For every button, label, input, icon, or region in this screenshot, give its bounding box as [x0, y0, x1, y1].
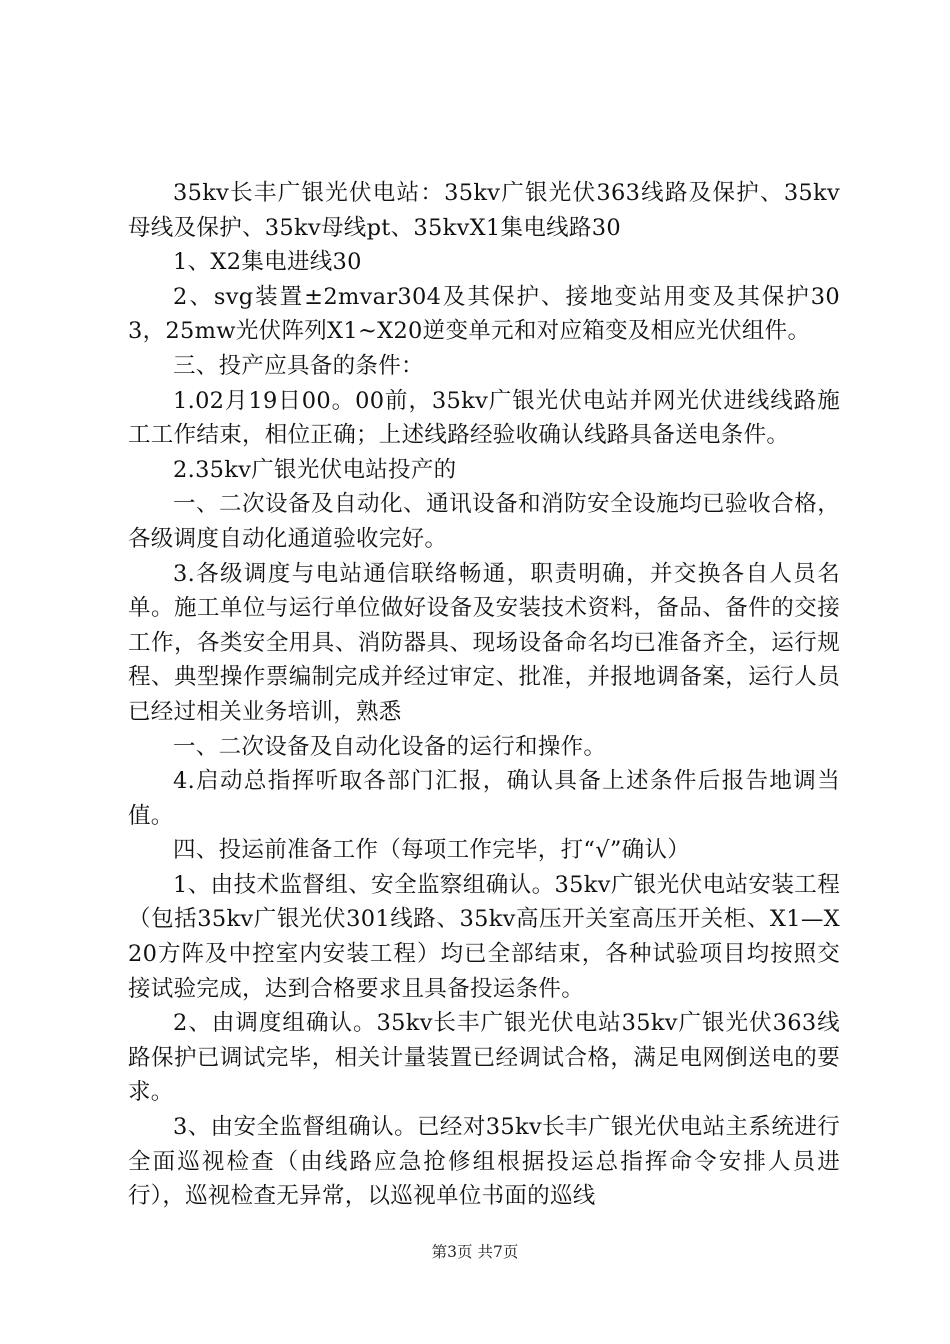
document-body	[128, 176, 840, 1214]
paragraph-preparation-1: 1、由技术监督组、安全监察组确认。35kv广银光伏电站安装工程（包括35kv广银光伏301线路、35kv高压开关室高压开关柜、X1—X20方阵及中控室内安装工程）均已全部结束，各种试验项目均按照交接试验完成，达到合格要求且具备投运条件。	[128, 871, 840, 1002]
paragraph-condition-1: 1.02月19日00。00前，35kv广银光伏电站并网光伏进线线路施工工作结束，相位正确；上述线路经验收确认线路具备送电条件。	[128, 387, 840, 449]
section-heading-preparation: 四、投运前准备工作（每项工作完毕，打“√”确认）	[173, 837, 691, 864]
paragraph-condition-4: 4.启动总指挥听取各部门汇报，确认具备上述条件后报告地调当值。	[128, 768, 840, 829]
paragraph-condition-3-detail: 一、二次设备及自动化设备的运行和操作。	[173, 733, 607, 760]
section-heading-conditions: 三、投产应具备的条件：	[173, 352, 424, 379]
page-number-footer: 第3页 共7页	[431, 1243, 519, 1261]
paragraph-item-x2: 1、X2集电进线30	[173, 249, 362, 276]
paragraph-preparation-3: 3、由安全监督组确认。已经对35kv长丰广银光伏电站主系统进行全面巡视检查（由线路应急抢修组根据投运总指挥命令安排人员进行），巡视检查无异常，以巡视单位书面的巡线	[128, 1114, 840, 1210]
paragraph-condition-2: 2.35kv广银光伏电站投产的	[173, 456, 457, 483]
paragraph-item-svg: 2、svg装置±2mvar304及其保护、接地变站用变及其保护303，25mw光伏阵列X1~X20逆变单元和对应箱变及相应光伏组件。	[128, 283, 840, 345]
paragraph-scope-lines: 35kv长丰广银光伏电站：35kv广银光伏363线路及保护、35kv母线及保护、35kv母线pt、35kvX1集电线路30	[128, 180, 840, 241]
paragraph-condition-2-detail: 一、二次设备及自动化、通讯设备和消防安全设施均已验收合格，各级调度自动化通道验收完好。	[128, 491, 840, 552]
paragraph-condition-3: 3.各级调度与电站通信联络畅通，职责明确，并交换各自人员名单。施工单位与运行单位做好设备及安装技术资料，备品、备件的交接工作，各类安全用具、消防器具、现场设备命名均已准备齐全，运行规程、典型操作票编制完成并经过审定、批准，并报地调备案，运行人员已经过相关业务培训，熟悉	[128, 560, 840, 725]
paragraph-preparation-2: 2、由调度组确认。35kv长丰广银光伏电站35kv广银光伏363线路保护已调试完毕，相关计量装置已经调试合格，满足电网倒送电的要求。	[128, 1010, 840, 1106]
